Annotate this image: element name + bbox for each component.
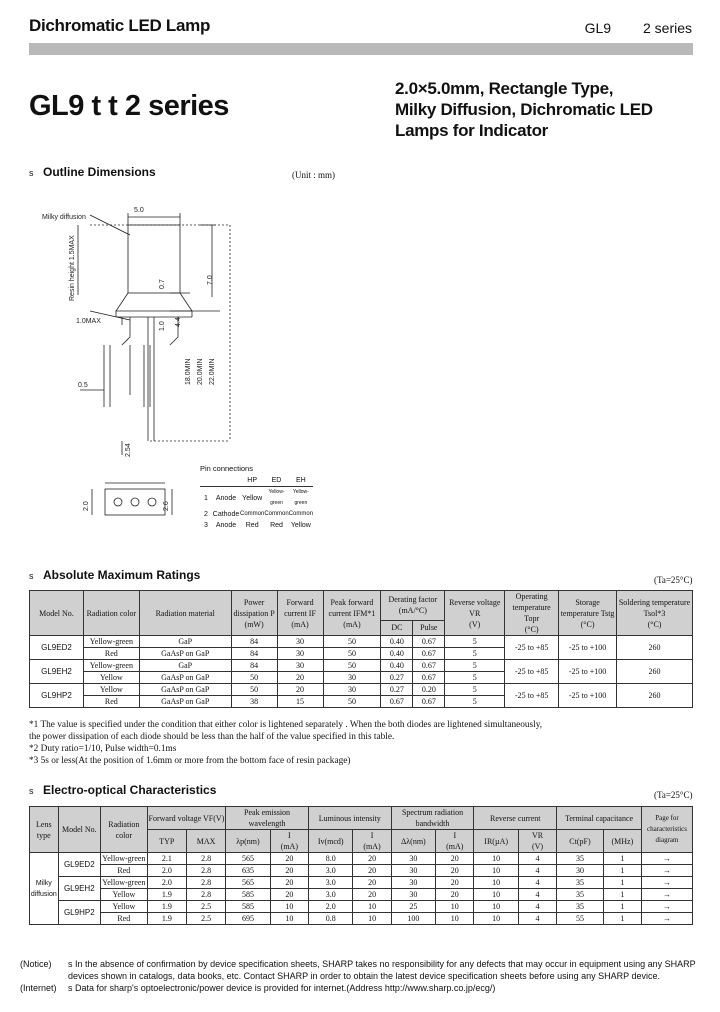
cell-typ: 1.9 xyxy=(147,901,186,913)
pin-cell: Common xyxy=(288,511,314,517)
cell-max: 2.8 xyxy=(186,889,225,901)
th-i-label: I xyxy=(453,831,457,840)
th-page: Page for characteristics diagram xyxy=(641,807,692,853)
label-lead-width: 0.5 xyxy=(78,382,88,389)
cell-max: 2.5 xyxy=(186,901,225,913)
cell-i1: 20 xyxy=(270,889,308,901)
cell-stg: -25 to +100 xyxy=(559,636,617,660)
cell-material: GaAsP on GaP xyxy=(139,672,231,684)
cell-p: 84 xyxy=(231,636,277,648)
cell-iv: 3.0 xyxy=(308,877,353,889)
cell-color: Red xyxy=(83,696,139,708)
cell-typ: 2.0 xyxy=(147,865,186,877)
label-width: 5.0 xyxy=(134,207,144,214)
cell-iv: 8.0 xyxy=(308,853,353,865)
label-pin-pitch: 2.54 xyxy=(125,443,132,457)
cell-lp: 695 xyxy=(226,913,271,925)
cell-pulse: 0.67 xyxy=(413,636,445,648)
th-dl: Δλ(nm) xyxy=(391,830,436,853)
cell-color: Yellow-green xyxy=(83,660,139,672)
th-typ: TYP xyxy=(147,830,186,853)
table-row xyxy=(30,853,693,865)
th-reverse-label: Reverse voltage VR xyxy=(449,597,501,618)
th-power-unit: (mW) xyxy=(244,619,264,629)
cell-dl: 30 xyxy=(391,853,436,865)
cell-model: GL9ED2 xyxy=(30,636,84,660)
cell-material: GaAsP on GaP xyxy=(139,684,231,696)
notice-line-2: devices shown in catalogs, data books, etc. Contact SHARP in order to obtain the latest device specification sheets before using any SHARP device. xyxy=(68,971,661,981)
th-lp: λp(nm) xyxy=(226,830,271,853)
cell-ifm: 50 xyxy=(323,660,381,672)
cell-lp: 585 xyxy=(226,889,271,901)
cell-if: 20 xyxy=(277,684,323,696)
th-color: Radiation color xyxy=(83,591,139,636)
th-forward-label: Forward current IF xyxy=(284,597,316,618)
abs-max-table xyxy=(29,590,693,708)
cell-max: 2.8 xyxy=(186,853,225,865)
cell-i3: 20 xyxy=(436,853,474,865)
label-side-b: 2.6 xyxy=(163,501,170,511)
footer xyxy=(20,958,710,994)
th-i-label: I xyxy=(287,831,291,840)
label-pitch: 1.0MAX xyxy=(76,318,101,325)
label-resin-height: Resin height 1.5MAX xyxy=(69,235,76,301)
cell-vr: 4 xyxy=(518,913,556,925)
cell-pg[interactable]: → xyxy=(641,865,692,877)
pin-cell: Yellow xyxy=(290,522,311,529)
cell-vr: 4 xyxy=(518,865,556,877)
th-cap: Terminal capacitance xyxy=(557,807,642,830)
cell-color: Yellow-green xyxy=(102,854,146,863)
cell-p: 50 xyxy=(231,672,277,684)
cell-p: 50 xyxy=(231,684,277,696)
cell-material: GaP xyxy=(139,636,231,648)
th-peak-label: Peak forward current IFM*1 xyxy=(328,597,376,618)
cell-i2: 10 xyxy=(353,913,391,925)
cell-color: Yellow xyxy=(83,684,139,696)
cell-p: 84 xyxy=(231,648,277,660)
cell-ifm: 50 xyxy=(323,648,381,660)
cell-ct: 35 xyxy=(557,889,604,901)
th-model: Model No. xyxy=(58,807,100,853)
header-bar xyxy=(29,43,693,55)
cell-i2: 20 xyxy=(353,877,391,889)
pin-col: HP xyxy=(240,475,264,487)
cell-dl: 30 xyxy=(391,889,436,901)
th-reverse xyxy=(445,591,505,636)
cell-typ: 2.1 xyxy=(147,853,186,865)
internet-block xyxy=(20,982,710,994)
cell-ct: 30 xyxy=(557,865,604,877)
subtitle-line-2: Milky Diffusion, Dichromatic LED xyxy=(395,100,653,119)
cell-stg: -25 to +100 xyxy=(559,684,617,708)
cell-max: 2.8 xyxy=(186,877,225,889)
cell-lp: 635 xyxy=(226,865,271,877)
pin-cell: Common xyxy=(264,511,289,517)
cell-color: Red xyxy=(101,865,148,877)
label-dim-1: 0.7 xyxy=(159,279,166,289)
cell-ir: 10 xyxy=(474,901,519,913)
cell-ifm: 50 xyxy=(323,696,381,708)
th-stg xyxy=(559,591,617,636)
note-3: *3 5s or less(At the position of 1.6mm or more from the bottom face of resin package) xyxy=(29,756,351,766)
cell-iv: 0.8 xyxy=(308,913,353,925)
label-dim-3: 1.0 xyxy=(159,321,166,331)
cell-vr: 4 xyxy=(518,877,556,889)
cell-dl: 30 xyxy=(391,865,436,877)
cell-lp: 565 xyxy=(226,853,271,865)
cell-f: 1 xyxy=(603,865,641,877)
cell-vr: 5 xyxy=(445,660,505,672)
cell-dl: 100 xyxy=(391,913,436,925)
cell-iv: 3.0 xyxy=(308,865,353,877)
cell-pulse: 0.67 xyxy=(413,696,445,708)
cell-if: 20 xyxy=(277,672,323,684)
cell-ir: 10 xyxy=(474,889,519,901)
subtitle-line-1: 2.0×5.0mm, Rectangle Type, xyxy=(395,79,614,98)
th-stg-label: Storage temperature Tstg xyxy=(560,597,615,618)
cell-typ: 1.9 xyxy=(147,913,186,925)
cell-sol: 260 xyxy=(617,636,693,660)
cell-i3: 10 xyxy=(436,913,474,925)
cell-color: Red xyxy=(101,913,148,925)
th-i xyxy=(270,830,308,853)
cell-i1: 20 xyxy=(270,853,308,865)
cell-pg[interactable]: → xyxy=(641,853,692,865)
table-row xyxy=(30,901,693,913)
cell-lp: 565 xyxy=(226,877,271,889)
internet-label: (Internet) xyxy=(20,983,57,993)
th-vf: Forward voltage VF(V) xyxy=(147,807,226,830)
cell-dl: 30 xyxy=(391,877,436,889)
abs-max-heading xyxy=(29,568,200,582)
cell-ir: 10 xyxy=(474,913,519,925)
th-sol-unit: (°C) xyxy=(647,619,662,629)
table-row xyxy=(30,913,693,925)
cell-sol: 260 xyxy=(617,684,693,708)
cell-vr: 4 xyxy=(518,889,556,901)
cell-ifm: 50 xyxy=(323,636,381,648)
cell-typ: 2.0 xyxy=(147,877,186,889)
cell-pulse: 0.20 xyxy=(413,684,445,696)
cell-color: Yellow xyxy=(101,901,148,913)
cell-i3: 20 xyxy=(436,865,474,877)
label-lead-2: 20.0MIN xyxy=(197,358,204,385)
cell-dc: 0.40 xyxy=(381,660,413,672)
cell-ir: 10 xyxy=(474,853,519,865)
cell-max: 2.8 xyxy=(186,865,225,877)
cell-i1: 10 xyxy=(270,901,308,913)
cell-stg: -25 to +100 xyxy=(559,660,617,684)
th-forward xyxy=(277,591,323,636)
cell-vr: 5 xyxy=(445,636,505,648)
label-dim-4: 4.4 xyxy=(175,317,182,327)
cell-color: Yellow xyxy=(101,889,148,901)
th-i-unit: (mA) xyxy=(363,842,381,851)
th-power xyxy=(231,591,277,636)
cell-pg[interactable]: → xyxy=(641,889,692,901)
cell-ct: 55 xyxy=(557,913,604,925)
th-peak: Peak emission wavelength xyxy=(226,807,309,830)
electro-bullet: s xyxy=(29,786,34,796)
outline-heading xyxy=(29,165,156,179)
cell-vr: 5 xyxy=(445,672,505,684)
cell-opr: -25 to +85 xyxy=(505,684,559,708)
th-opr-unit: (°C) xyxy=(524,625,539,634)
cell-ct: 35 xyxy=(557,901,604,913)
cell-pulse: 0.67 xyxy=(413,648,445,660)
pin-cell: Red xyxy=(245,522,259,529)
th-lum: Luminous intensity xyxy=(308,807,391,830)
cell-if: 30 xyxy=(277,648,323,660)
notice-line-1: s In the absence of confirmation by device specification sheets, SHARP takes no responsibility for any defects that may occur in equipment using any SHARP xyxy=(68,959,696,969)
electro-heading xyxy=(29,783,216,797)
cell-material: GaAsP on GaP xyxy=(139,648,231,660)
cell-dc: 0.27 xyxy=(381,672,413,684)
cell-color: Yellow-green xyxy=(102,878,146,887)
pin-cell: Yellow xyxy=(242,494,263,502)
th-peak xyxy=(323,591,381,636)
cell-ir: 10 xyxy=(474,865,519,877)
cell-model: GL9ED2 xyxy=(58,853,100,877)
cell-i2: 20 xyxy=(353,889,391,901)
cell-vr: 5 xyxy=(445,648,505,660)
cell-dl: 25 xyxy=(391,901,436,913)
th-ir: IR(µA) xyxy=(474,830,519,853)
cell-vr: 4 xyxy=(518,901,556,913)
cell-if: 30 xyxy=(277,660,323,672)
cell-color: Yellow xyxy=(83,672,139,684)
th-half: Spectrum radiation bandwidth xyxy=(391,807,474,830)
cell-color: Yellow-green xyxy=(83,636,139,648)
header-title: Dichromatic LED Lamp xyxy=(29,16,211,35)
cell-f: 1 xyxy=(603,901,641,913)
cell-iv: 2.0 xyxy=(308,901,353,913)
header-series: GL9 2 series xyxy=(584,20,692,36)
th-opr-label: Operating temperature Topr xyxy=(512,592,551,623)
th-max: MAX xyxy=(186,830,225,853)
pin-col xyxy=(212,475,240,487)
cell-model: GL9HP2 xyxy=(58,901,100,925)
pin-connections-title: Pin connections xyxy=(200,464,253,473)
cell-dc: 0.27 xyxy=(381,684,413,696)
cell-max: 2.5 xyxy=(186,913,225,925)
th-stg-unit: (°C) xyxy=(580,619,595,629)
label-side-a: 2.0 xyxy=(83,501,90,511)
notice-label: (Notice) xyxy=(20,959,52,969)
th-rev: Reverse current xyxy=(474,807,557,830)
cell-lens: Milky diffusion xyxy=(30,853,59,925)
label-dim-2: 7.0 xyxy=(207,275,214,285)
pin-connections-table xyxy=(200,475,313,531)
cell-i2: 20 xyxy=(353,853,391,865)
th-color: Radiation color xyxy=(101,807,148,853)
table-row xyxy=(30,889,693,901)
product-subtitle xyxy=(395,78,653,141)
cell-material: GaAsP on GaP xyxy=(139,696,231,708)
label-lead-1: 18.0MIN xyxy=(185,358,192,385)
pin-cell: Common xyxy=(240,511,265,517)
cell-i1: 20 xyxy=(270,877,308,889)
th-vr-unit: (V) xyxy=(531,842,544,851)
pin-col: EH xyxy=(289,475,313,487)
th-sol xyxy=(617,591,693,636)
abs-max-condition: (Ta=25°C) xyxy=(654,575,693,585)
th-model: Model No. xyxy=(30,591,84,636)
cell-f: 1 xyxy=(603,853,641,865)
bottom-view xyxy=(92,483,172,515)
cell-iv: 3.0 xyxy=(308,889,353,901)
cell-dc: 0.40 xyxy=(381,648,413,660)
th-mhz: (MHz) xyxy=(603,830,641,853)
cell-i2: 20 xyxy=(353,865,391,877)
cell-p: 38 xyxy=(231,696,277,708)
cell-vr: 5 xyxy=(445,684,505,696)
electro-condition: (Ta=25°C) xyxy=(654,790,693,800)
th-iv: Iv(mcd) xyxy=(308,830,353,853)
cell-f: 1 xyxy=(603,877,641,889)
abs-max-notes xyxy=(29,719,699,767)
th-vr xyxy=(518,830,556,853)
cell-ct: 35 xyxy=(557,853,604,865)
cell-lp: 585 xyxy=(226,901,271,913)
table-row xyxy=(30,660,693,672)
pin-cell: Yellow-green xyxy=(268,489,285,506)
subtitle-line-3: Lamps for Indicator xyxy=(395,121,548,140)
outline-title: Outline Dimensions xyxy=(43,165,156,179)
th-vr-label: VR xyxy=(531,831,544,840)
table-row xyxy=(30,636,693,648)
cell-ifm: 30 xyxy=(323,684,381,696)
cell-p: 84 xyxy=(231,660,277,672)
cell-i1: 20 xyxy=(270,865,308,877)
series-title: GL9 t t 2 series xyxy=(29,90,229,122)
cell-f: 1 xyxy=(603,913,641,925)
cell-model: GL9HP2 xyxy=(30,684,84,708)
lamp-body xyxy=(128,225,180,293)
pin-cell: 3 xyxy=(204,522,208,529)
cell-i1: 10 xyxy=(270,913,308,925)
cell-model: GL9EH2 xyxy=(58,877,100,901)
th-dc: DC xyxy=(381,620,413,635)
cell-pg[interactable]: → xyxy=(641,901,692,913)
abs-max-title: Absolute Maximum Ratings xyxy=(43,568,201,582)
pin-cell: Yellow-green xyxy=(292,489,309,506)
notice-block xyxy=(20,958,710,982)
cell-model: GL9EH2 xyxy=(30,660,84,684)
cell-i3: 10 xyxy=(436,901,474,913)
table-row xyxy=(30,684,693,696)
th-power-label: Power dissipation P xyxy=(233,597,275,618)
cell-pulse: 0.67 xyxy=(413,672,445,684)
pin-cell: Red xyxy=(270,522,283,529)
pin-cell: 1 xyxy=(204,494,208,502)
pin-cell: Anode xyxy=(215,494,237,502)
th-i xyxy=(353,830,391,853)
note-1-cont: the power dissipation of each diode should be less than the half of the value specified in this table. xyxy=(29,732,395,742)
th-pulse: Pulse xyxy=(413,620,445,635)
cell-i3: 20 xyxy=(436,889,474,901)
cell-vr: 4 xyxy=(518,853,556,865)
th-material: Radiation material xyxy=(139,591,231,636)
pin-row xyxy=(200,520,313,531)
pin-col: ED xyxy=(264,475,288,487)
th-i xyxy=(436,830,474,853)
electro-table xyxy=(29,806,693,925)
cell-ir: 10 xyxy=(474,877,519,889)
cell-i2: 10 xyxy=(353,901,391,913)
cell-opr: -25 to +85 xyxy=(505,636,559,660)
cell-vr: 5 xyxy=(445,696,505,708)
pin-row xyxy=(200,487,313,510)
outline-bullet: s xyxy=(29,168,34,178)
lamp-base xyxy=(116,293,192,311)
cell-pg[interactable]: → xyxy=(641,877,692,889)
th-peak-unit: (mA) xyxy=(343,619,361,629)
cell-opr: -25 to +85 xyxy=(505,660,559,684)
outline-drawing xyxy=(30,185,350,525)
cell-color: Red xyxy=(83,648,139,660)
table-row xyxy=(30,877,693,889)
notice-text xyxy=(68,958,696,982)
th-sol-label: Soldering temperature Tsol*3 xyxy=(618,597,691,618)
pin-col xyxy=(200,475,212,487)
cell-i3: 20 xyxy=(436,877,474,889)
electro-body xyxy=(30,853,693,925)
label-milky-diffusion: Milky diffusion xyxy=(42,214,86,221)
cell-if: 30 xyxy=(277,636,323,648)
cell-dc: 0.67 xyxy=(381,696,413,708)
cell-if: 15 xyxy=(277,696,323,708)
cell-ifm: 30 xyxy=(323,672,381,684)
th-reverse-unit: (V) xyxy=(469,619,481,629)
cell-sol: 260 xyxy=(617,660,693,684)
note-1: *1 The value is specified under the condition that either color is lightened separately . When the both diodes are lightened simultaneously, xyxy=(29,720,543,730)
cell-f: 1 xyxy=(603,889,641,901)
th-i-unit: (mA) xyxy=(280,842,298,851)
cell-typ: 1.9 xyxy=(147,889,186,901)
label-lead-3: 22.0MIN xyxy=(209,358,216,385)
th-i-unit: (mA) xyxy=(446,842,464,851)
pin-row xyxy=(200,509,313,520)
cell-material: GaP xyxy=(139,660,231,672)
table-row xyxy=(30,865,693,877)
internet-text[interactable]: s Data for sharp's optoelectronic/power device is provided for internet.(Address http://www.sharp.co.jp/ecg/) xyxy=(68,983,496,993)
th-ct: Ct(pF) xyxy=(557,830,604,853)
cell-dc: 0.40 xyxy=(381,636,413,648)
outline-unit: (Unit : mm) xyxy=(292,170,335,180)
cell-pg[interactable]: → xyxy=(641,913,692,925)
cell-pulse: 0.67 xyxy=(413,660,445,672)
pin-cell: 2 xyxy=(204,511,208,518)
note-2: *2 Duty ratio=1/10, Pulse width=0.1ms xyxy=(29,744,177,754)
cell-ct: 35 xyxy=(557,877,604,889)
electro-title: Electro-optical Characteristics xyxy=(43,783,217,797)
th-i-label: I xyxy=(370,831,374,840)
th-lens: Lens type xyxy=(30,807,59,853)
th-opr xyxy=(505,591,559,636)
pin-cell: Anode xyxy=(215,522,237,529)
th-derating: Derating factor (mA/°C) xyxy=(381,591,445,621)
abs-max-bullet: s xyxy=(29,571,34,581)
pin-cell: Cathode xyxy=(212,511,240,518)
th-forward-unit: (mA) xyxy=(291,619,309,629)
